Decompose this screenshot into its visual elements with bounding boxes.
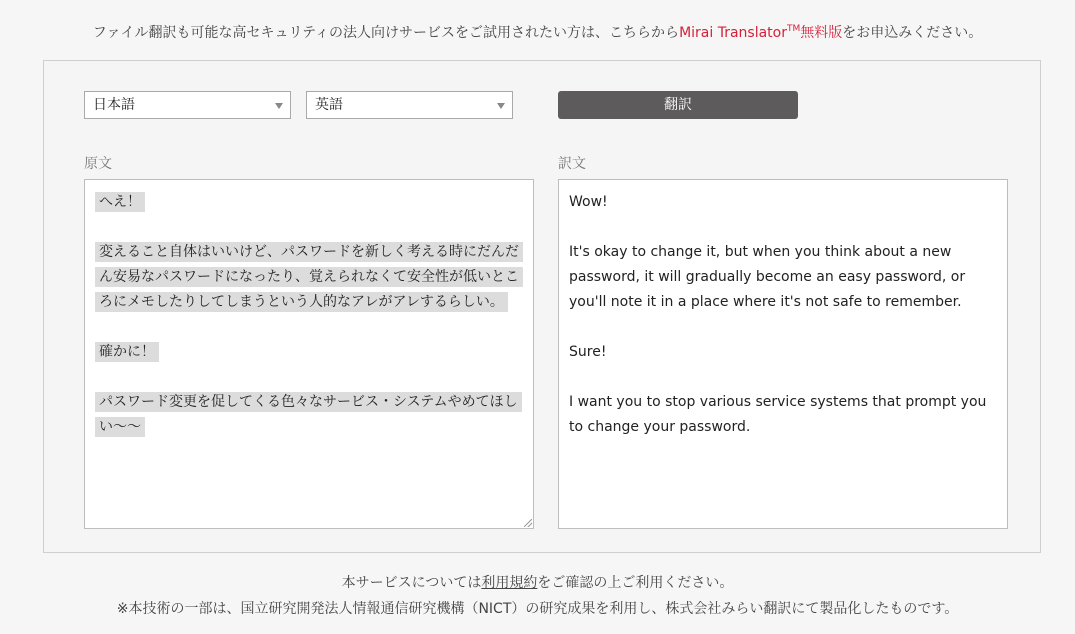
link-text[interactable]: Mirai Translator [679,25,787,41]
source-language-select[interactable] [84,91,291,119]
promo-text-end: をお申込みください。 [842,25,983,41]
chevron-down-icon [275,103,283,109]
target-paragraph: It's okay to change it, but when you think about a new password, it will gradually become an easy password, or you'll note it in a place where it's not safe to remember. [569,244,966,310]
source-text: 変えること自体はいいけど、パスワードを新しく考える時にだんだん安易なパスワードになったり、覚えられなくて安全性が低いところにメモしたりしてしまうという人的なアレがアレするらしい。 [95,242,523,312]
source-label: 原文 [84,156,112,172]
target-output [558,179,1008,529]
mirai-translator-link[interactable] [679,25,842,41]
chevron-down-icon [497,103,505,109]
terms-link[interactable]: 利用規約 [481,575,538,591]
source-paragraph [95,240,519,315]
target-paragraph: Sure! [569,344,607,360]
source-text: 確かに！ [95,342,159,362]
source-textarea[interactable] [84,179,534,529]
target-paragraph: Wow! [569,194,608,210]
target-paragraph: I want you to stop various service systems that prompt you to change your password. [569,394,987,435]
target-language-select[interactable] [306,91,513,119]
translator-panel [43,60,1041,553]
promo-notice [0,22,1075,42]
promo-text: ファイル翻訳も可能な高セキュリティの法人向けサービスをご試用されたい方は、こちらから [92,25,680,41]
link-suffix[interactable]: 無料版 [800,25,843,41]
resize-handle-icon[interactable] [524,519,532,527]
terms-text: 本サービスについては [341,575,482,591]
source-paragraph [95,390,519,440]
source-paragraph [95,190,519,215]
terms-notice [0,572,1075,592]
translate-button[interactable]: 翻訳 [558,91,798,119]
target-language-value: 英語 [315,97,343,113]
source-paragraph [95,340,519,365]
source-text: へえ！ [95,192,145,212]
trademark-mark[interactable]: TM [786,24,801,34]
source-text: パスワード変更を促してくる色々なサービス・システムやめてほしい〜〜 [95,392,522,437]
source-language-value: 日本語 [93,97,135,113]
nict-credit: ※本技術の一部は、国立研究開発法人情報通信研究機構（NICT）の研究成果を利用し、株式会社みらい翻訳にて製品化したものです。 [116,601,959,617]
target-label: 訳文 [558,156,586,172]
terms-text-end: をご確認の上ご利用ください。 [537,575,734,591]
